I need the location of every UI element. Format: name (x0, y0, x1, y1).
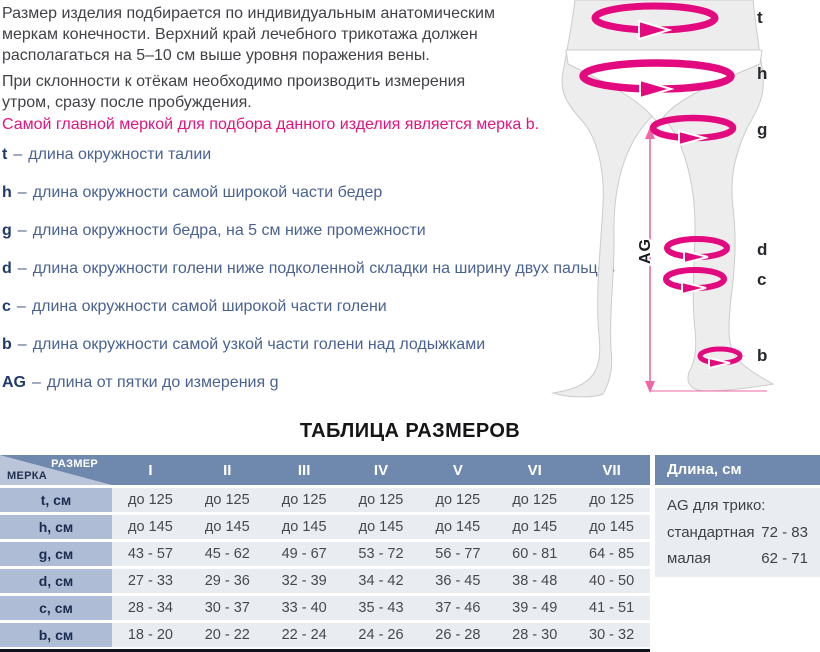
table-row-h (0, 515, 650, 539)
length-panel-header: Длина, см (655, 455, 820, 485)
legend-desc: длина окружности самой широкой части голени (31, 298, 387, 315)
figure-label-h: h (757, 64, 768, 83)
legend-dash: – (17, 184, 27, 201)
length-value: 62 - 71 (761, 550, 808, 567)
table-cell: 45 - 62 (189, 542, 266, 566)
legend-item-b (2, 336, 602, 356)
table-cell: до 125 (266, 488, 343, 512)
legend-item-d (2, 260, 615, 280)
table-row-c (0, 596, 650, 620)
legend-dash: – (16, 298, 26, 315)
row-label: g, см (0, 542, 112, 566)
column-header: V (419, 455, 496, 485)
legend-desc: длина окружности бедра, на 5 см ниже промежности (32, 222, 426, 239)
legend-desc: длина окружности талии (28, 146, 212, 163)
table-cell: 18 - 20 (112, 623, 189, 647)
figure-label-d: d (757, 240, 768, 259)
table-cell: до 125 (343, 488, 420, 512)
size-table-header (0, 455, 650, 485)
table-cell: до 145 (419, 515, 496, 539)
table-row-t (0, 488, 650, 512)
legend-key: t (2, 146, 8, 163)
table-cell: 41 - 51 (573, 596, 650, 620)
column-header: VII (573, 455, 650, 485)
figure-label-g: g (757, 120, 768, 139)
length-value: 72 - 83 (761, 524, 808, 541)
table-cell: до 125 (189, 488, 266, 512)
row-label: c, см (0, 596, 112, 620)
table-cell: 28 - 30 (496, 623, 573, 647)
legend-item-t (2, 146, 602, 166)
legend-desc: длина от пятки до измерения g (46, 374, 279, 391)
table-cell: до 125 (112, 488, 189, 512)
table-cell: до 125 (496, 488, 573, 512)
legend-desc: длина окружности самой узкой части голени над лодыжками (32, 336, 486, 353)
table-cell: 36 - 45 (419, 569, 496, 593)
table-cell: 20 - 22 (189, 623, 266, 647)
length-label: малая (667, 550, 711, 567)
legend-item-c (2, 298, 602, 318)
table-cell: 43 - 57 (112, 542, 189, 566)
column-header: III (266, 455, 343, 485)
table-cell: до 145 (189, 515, 266, 539)
length-panel (655, 455, 820, 577)
legend-key: g (2, 222, 12, 239)
column-header: I (112, 455, 189, 485)
table-cell: 28 - 34 (112, 596, 189, 620)
figure-label-t: t (757, 8, 763, 27)
intro-paragraph-2: При склонности к отёкам необходимо производить измерения утром, сразу после пробуждения. (2, 73, 466, 111)
table-cell: 29 - 36 (189, 569, 266, 593)
length-panel-body (655, 488, 820, 577)
table-cell: 33 - 40 (266, 596, 343, 620)
table-cell: до 145 (112, 515, 189, 539)
legend-desc: длина окружности самой широкой части бедер (32, 184, 383, 201)
table-cell: 39 - 49 (496, 596, 573, 620)
corner-cell (0, 455, 112, 485)
column-header: VI (496, 455, 573, 485)
table-cell: 34 - 42 (343, 569, 420, 593)
legend-key: h (2, 184, 12, 201)
length-row-standard (667, 524, 808, 541)
row-label: b, см (0, 623, 112, 647)
legend-dash: – (17, 336, 27, 353)
legend-item-ag (2, 374, 602, 394)
length-label: стандартная (667, 524, 755, 541)
corner-measure-label: МЕРКА (7, 470, 47, 482)
table-cell: 30 - 37 (189, 596, 266, 620)
table-cell: 32 - 39 (266, 569, 343, 593)
highlight-note: Самой главной меркой для подбора данного изделия является мерка b. (2, 116, 540, 133)
table-cell: до 145 (266, 515, 343, 539)
table-row-b (0, 623, 650, 647)
legend-dash: – (13, 146, 23, 163)
row-label: h, см (0, 515, 112, 539)
intro-paragraph-1: Размер изделия подбирается по индивидуальным анатомическим меркам конечности. Верхний край лечебного трикотажа должен располагаться на 5–10 см выше уровня поражения вены. (2, 5, 495, 64)
size-table-title: ТАБЛИЦА РАЗМЕРОВ (299, 420, 521, 442)
table-cell: 64 - 85 (573, 542, 650, 566)
size-table (0, 455, 650, 652)
legend-key: d (2, 260, 12, 277)
column-header: II (189, 455, 266, 485)
legend-dash: – (17, 222, 27, 239)
table-cell: 56 - 77 (419, 542, 496, 566)
table-cell: 60 - 81 (496, 542, 573, 566)
table-cell: 22 - 24 (266, 623, 343, 647)
length-subtitle: AG для трико: (667, 497, 766, 514)
legs-illustration (545, 0, 820, 402)
table-cell: 40 - 50 (573, 569, 650, 593)
figure-label-b: b (757, 346, 768, 365)
legend-desc: длина окружности голени ниже подколенной складки на ширину двух пальцев (32, 260, 615, 277)
table-cell: 49 - 67 (266, 542, 343, 566)
figure-label-c: c (757, 270, 767, 289)
length-row-small (667, 550, 808, 567)
row-label: d, см (0, 569, 112, 593)
corner-size-label: РАЗМЕР (51, 458, 98, 470)
table-cell: 53 - 72 (343, 542, 420, 566)
table-cell: 35 - 43 (343, 596, 420, 620)
row-label: t, см (0, 488, 112, 512)
table-cell: 24 - 26 (343, 623, 420, 647)
legend-dash: – (32, 374, 41, 391)
legend-dash: – (17, 260, 27, 277)
column-header: IV (343, 455, 420, 485)
legend-key: b (2, 336, 12, 353)
table-cell: 26 - 28 (419, 623, 496, 647)
legend-item-h (2, 184, 602, 204)
table-cell: до 145 (496, 515, 573, 539)
measurement-figure (545, 0, 820, 402)
table-cell: 27 - 33 (112, 569, 189, 593)
ag-label: AG (637, 238, 654, 264)
table-row-d (0, 569, 650, 593)
table-cell: 30 - 32 (573, 623, 650, 647)
table-cell: до 145 (343, 515, 420, 539)
legend-key: AG (2, 374, 26, 391)
measurement-legend (2, 146, 615, 412)
table-cell: до 145 (573, 515, 650, 539)
legend-key: c (2, 298, 11, 315)
table-cell: до 125 (573, 488, 650, 512)
table-row-g (0, 542, 650, 566)
table-cell: до 125 (419, 488, 496, 512)
table-cell: 37 - 46 (419, 596, 496, 620)
table-cell: 38 - 48 (496, 569, 573, 593)
legend-item-g (2, 222, 602, 242)
